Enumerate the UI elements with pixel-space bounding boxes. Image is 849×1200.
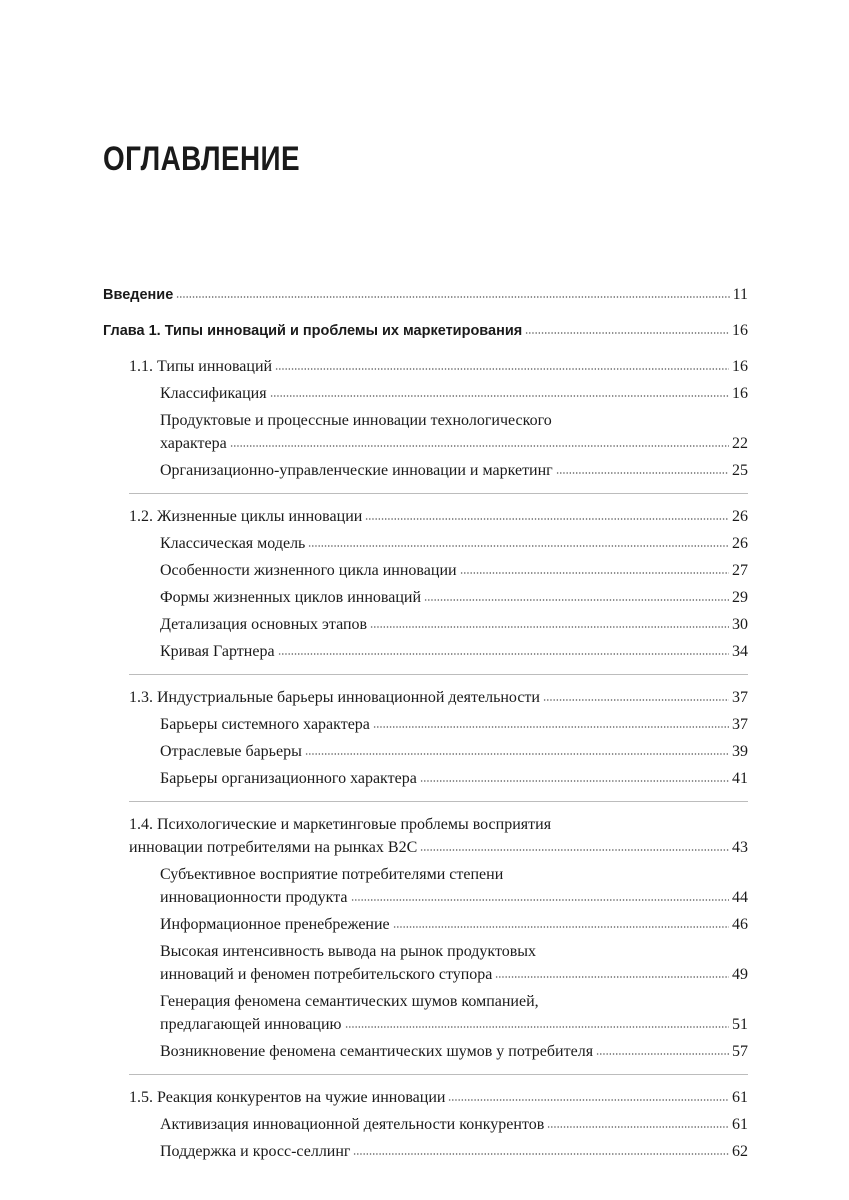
leader-dots bbox=[365, 517, 729, 521]
page-number: 39 bbox=[732, 743, 748, 760]
leader-dots bbox=[547, 1125, 729, 1129]
page-number: 26 bbox=[732, 535, 748, 552]
toc-entry-section-1-1[interactable]: 1.1. Типы инноваций 16 bbox=[129, 355, 748, 378]
toc-entry-subsection[interactable]: Возникновение феномена семантических шумов у потребителя 57 bbox=[160, 1040, 748, 1063]
page-number: 29 bbox=[732, 589, 748, 606]
page-number: 61 bbox=[732, 1116, 748, 1133]
leader-dots bbox=[370, 625, 729, 629]
page-number: 49 bbox=[732, 966, 748, 983]
toc-entry-section-1-3[interactable]: 1.3. Индустриальные барьеры инновационной деятельности 37 bbox=[129, 686, 748, 709]
toc-entry-subsection[interactable]: Субъективное восприятие потребителями степени инновационности продукта 44 bbox=[160, 863, 748, 909]
leader-dots bbox=[525, 331, 729, 335]
toc-entry-section-1-4[interactable]: 1.4. Психологические и маркетинговые проблемы восприятия инновации потребителями на рынках B2C 43 bbox=[129, 813, 748, 859]
leader-dots bbox=[420, 848, 729, 852]
leader-dots bbox=[495, 975, 729, 979]
leader-dots bbox=[556, 471, 729, 475]
leader-dots bbox=[345, 1025, 730, 1029]
toc-entry-subsection[interactable]: Активизация инновационной деятельности конкурентов 61 bbox=[160, 1113, 748, 1136]
leader-dots bbox=[460, 571, 729, 575]
leader-dots bbox=[305, 752, 729, 756]
page-number: 43 bbox=[732, 839, 748, 856]
leader-dots bbox=[230, 444, 729, 448]
toc-entry-subsection[interactable]: Барьеры системного характера 37 bbox=[160, 713, 748, 736]
leader-dots bbox=[596, 1052, 729, 1056]
page-number: 37 bbox=[732, 716, 748, 733]
toc-entry-subsection[interactable]: Особенности жизненного цикла инновации 27 bbox=[160, 559, 748, 582]
leader-dots bbox=[176, 295, 729, 299]
page-number: 30 bbox=[732, 616, 748, 633]
table-of-contents bbox=[103, 283, 748, 1163]
toc-entry-subsection[interactable]: Барьеры организационного характера 41 bbox=[160, 767, 748, 790]
toc-entry-subsection[interactable]: Поддержка и кросс-селлинг 62 bbox=[160, 1140, 748, 1163]
page-number: 41 bbox=[732, 770, 748, 787]
page-number: 61 bbox=[732, 1089, 748, 1106]
leader-dots bbox=[275, 367, 729, 371]
toc-entry-subsection[interactable]: Продуктовые и процессные инновации технологического характера 22 bbox=[160, 409, 748, 455]
leader-dots bbox=[353, 1152, 729, 1156]
leader-dots bbox=[448, 1098, 729, 1102]
leader-dots bbox=[351, 898, 729, 902]
page-number: 44 bbox=[732, 889, 748, 906]
leader-dots bbox=[393, 925, 729, 929]
page-number: 51 bbox=[732, 1016, 748, 1033]
toc-entry-subsection[interactable]: Организационно-управленческие инновации и маркетинг 25 bbox=[160, 459, 748, 482]
toc-entry-subsection[interactable]: Кривая Гартнера 34 bbox=[160, 640, 748, 663]
page-number: 37 bbox=[732, 689, 748, 706]
leader-dots bbox=[278, 652, 729, 656]
leader-dots bbox=[424, 598, 729, 602]
page-number: 25 bbox=[732, 462, 748, 479]
leader-dots bbox=[543, 698, 729, 702]
toc-entry-subsection[interactable]: Классификация 16 bbox=[160, 382, 748, 405]
page-number: 62 bbox=[732, 1143, 748, 1160]
toc-entry-subsection[interactable]: Формы жизненных циклов инноваций 29 bbox=[160, 586, 748, 609]
toc-entry-intro[interactable]: Введение 11 bbox=[103, 283, 748, 307]
toc-entry-subsection[interactable]: Детализация основных этапов 30 bbox=[160, 613, 748, 636]
toc-entry-subsection[interactable]: Генерация феномена семантических шумов компанией, предлагающей инновацию 51 bbox=[160, 990, 748, 1036]
page-number: 26 bbox=[732, 508, 748, 525]
page-number: 11 bbox=[732, 286, 748, 303]
toc-entry-subsection[interactable]: Высокая интенсивность вывода на рынок продуктовых инноваций и феномен потребительского ступора 49 bbox=[160, 940, 748, 986]
page-number: 46 bbox=[732, 916, 748, 933]
page-number: 16 bbox=[732, 385, 748, 402]
leader-dots bbox=[373, 725, 729, 729]
toc-entry-section-1-2[interactable]: 1.2. Жизненные циклы инновации 26 bbox=[129, 505, 748, 528]
page-number: 16 bbox=[732, 322, 748, 339]
page-number: 57 bbox=[732, 1043, 748, 1060]
page-number: 34 bbox=[732, 643, 748, 660]
leader-dots bbox=[270, 394, 729, 398]
leader-dots bbox=[308, 544, 729, 548]
toc-entry-subsection[interactable]: Классическая модель 26 bbox=[160, 532, 748, 555]
toc-entry-subsection[interactable]: Отраслевые барьеры 39 bbox=[160, 740, 748, 763]
toc-entry-section-1-5[interactable]: 1.5. Реакция конкурентов на чужие инновации 61 bbox=[129, 1086, 748, 1109]
leader-dots bbox=[420, 779, 729, 783]
page-number: 27 bbox=[732, 562, 748, 579]
toc-entry-chapter-1[interactable]: Глава 1. Типы инноваций и проблемы их маркетирования 16 bbox=[103, 319, 748, 343]
page-title: ОГЛАВЛЕНИЕ bbox=[103, 140, 300, 178]
toc-entry-subsection[interactable]: Информационное пренебрежение 46 bbox=[160, 913, 748, 936]
page-number: 22 bbox=[732, 435, 748, 452]
page-number: 16 bbox=[732, 358, 748, 375]
